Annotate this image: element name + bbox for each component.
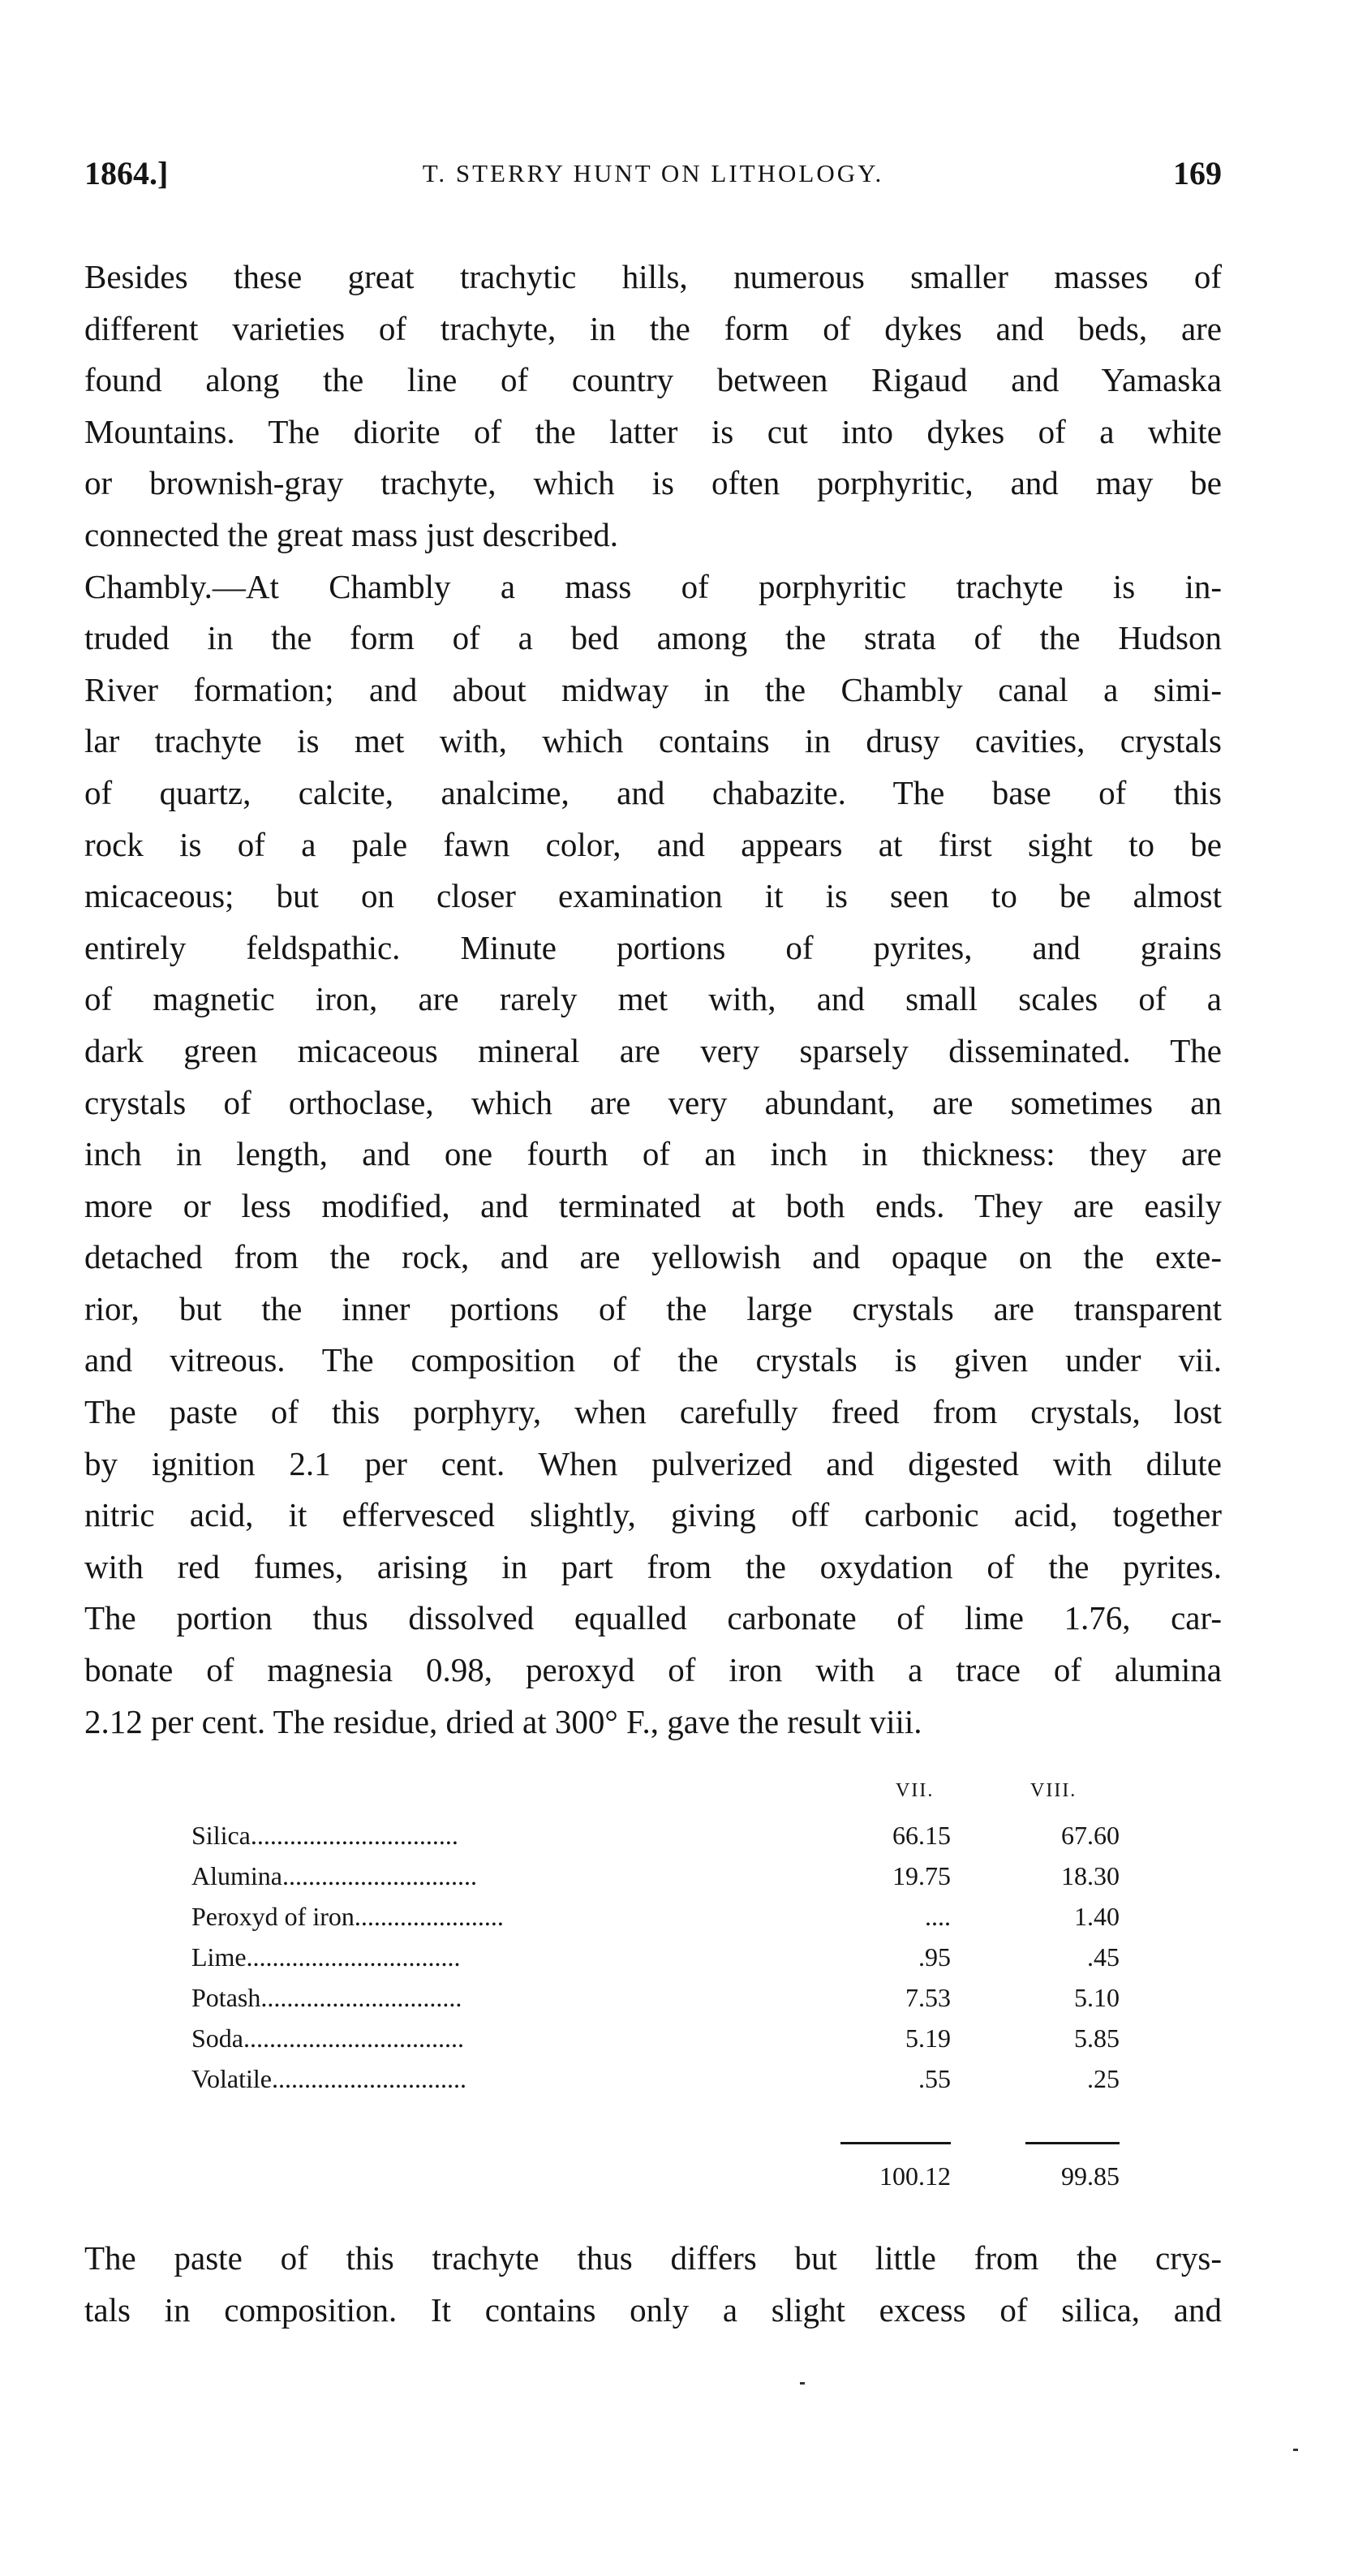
text-line: entirely feldspathic. Minute portions of pyrites, and grains: [84, 928, 1222, 966]
row-label-text: Alumina: [191, 1861, 282, 1891]
text-line: of magnetic iron, are rarely met with, and small scales of a: [84, 980, 1222, 1018]
value-vii: 19.75: [892, 1861, 951, 1891]
text-line: lar trachyte is met with, which contains in drusy cavities, crystals: [84, 722, 1222, 760]
page: [84, 154, 1222, 2336]
text-line: found along the line of country between Rigaud and Yamaska: [84, 361, 1222, 399]
text-line: nitric acid, it effervesced slightly, giving off carbonic acid, together: [84, 1496, 1222, 1534]
leader-dots: .......................: [354, 1902, 504, 1932]
row-label-text: Volatile: [191, 2064, 272, 2094]
column-header-vii: VII.: [896, 1780, 935, 1802]
sum-rule-vii: [840, 2142, 951, 2144]
row-label: [191, 1902, 504, 1932]
stray-mark: [800, 2382, 805, 2385]
text-line: or brownish-gray trachyte, which is often porphyritic, and may be: [84, 464, 1222, 502]
header-year: 1864.]: [84, 155, 169, 191]
value-vii: 7.53: [905, 1983, 951, 2013]
text-line: connected the great mass just described.: [84, 515, 619, 553]
value-vii: .95: [918, 1942, 951, 1972]
text-line: by ignition 2.1 per cent. When pulverized and digested with dilute: [84, 1444, 1222, 1482]
value-viii: .25: [1087, 2064, 1120, 2094]
row-label: [191, 2064, 466, 2094]
text-line: The paste of this porphyry, when carefully freed from crystals, lost: [84, 1393, 1222, 1431]
value-viii: 18.30: [1061, 1861, 1120, 1891]
text-line: more or less modified, and terminated at both ends. They are easily: [84, 1186, 1222, 1224]
value-vii: 66.15: [892, 1821, 951, 1851]
text-line: dark green micaceous mineral are very sparsely disseminated. The: [84, 1031, 1222, 1069]
row-label: [191, 1861, 477, 1891]
text-line: truded in the form of a bed among the strata of the Hudson: [84, 619, 1222, 657]
text-line: 2.12 per cent. The residue, dried at 300° F., gave the result viii.: [84, 1702, 922, 1740]
text-line: of quartz, calcite, analcime, and chabazite. The base of this: [84, 773, 1222, 811]
value-viii: 1.40: [1074, 1902, 1120, 1932]
value-vii: 5.19: [905, 2023, 951, 2053]
header-running-title: T. STERRY HUNT ON LITHOLOGY.: [422, 159, 884, 187]
text-line: The paste of this trachyte thus differs but little from the crys-: [84, 2239, 1222, 2277]
text-line: tals in composition. It contains only a slight excess of silica, and: [84, 2290, 1222, 2329]
stray-mark: [1293, 2449, 1298, 2451]
leader-dots: ................................: [250, 1821, 458, 1851]
value-viii: .45: [1087, 1942, 1120, 1972]
running-header: [84, 154, 1222, 203]
paragraph-1: [84, 252, 1222, 561]
column-header-viii: VIII.: [1030, 1780, 1077, 1802]
row-label: [191, 2023, 464, 2053]
text-line: different varieties of trachyte, in the form of dykes and beds, are: [84, 309, 1222, 347]
paragraph-2: [84, 561, 1222, 1748]
value-viii: 5.85: [1074, 2023, 1120, 2053]
leader-dots: ...............................: [260, 1983, 462, 2013]
text-line: River formation; and about midway in the Chambly canal a simi-: [84, 670, 1222, 708]
paragraph-3: [84, 2233, 1222, 2336]
row-label: [191, 1942, 461, 1972]
text-line: bonate of magnesia 0.98, peroxyd of iron with a trace of alumina: [84, 1651, 1222, 1689]
text-line: rock is of a pale fawn color, and appears at first sight to be: [84, 825, 1222, 863]
text-line: The portion thus dissolved equalled carbonate of lime 1.76, car-: [84, 1599, 1222, 1637]
row-label-text: Potash: [191, 1983, 261, 2013]
leader-dots: ..................................: [243, 2023, 464, 2053]
total-viii: 99.85: [1061, 2161, 1120, 2191]
text-line: micaceous; but on closer examination it is seen to be almost: [84, 877, 1222, 915]
sum-rule-viii: [1025, 2142, 1120, 2144]
text-line: rior, but the inner portions of the large crystals are transparent: [84, 1289, 1222, 1327]
row-label-text: Lime: [191, 1942, 247, 1972]
row-label-text: Silica: [191, 1821, 251, 1851]
leader-dots: .................................: [246, 1942, 461, 1972]
text-line: Chambly.—At Chambly a mass of porphyritic trachyte is in-: [84, 567, 1222, 605]
text-line: detached from the rock, and are yellowish and opaque on the exte-: [84, 1238, 1222, 1276]
row-label-text: Peroxyd of iron: [191, 1902, 355, 1932]
value-vii: .55: [918, 2064, 951, 2094]
text-line: Mountains. The diorite of the latter is cut into dykes of a white: [84, 412, 1222, 450]
text-line: crystals of orthoclase, which are very abundant, are sometimes an: [84, 1083, 1222, 1121]
analysis-table: [84, 1780, 1222, 2218]
text-line: Besides these great trachytic hills, numerous smaller masses of: [84, 258, 1222, 295]
text-line: and vitreous. The composition of the crystals is given under vii.: [84, 1341, 1222, 1379]
leader-dots: ..............................: [282, 1861, 477, 1891]
total-vii: 100.12: [879, 2161, 951, 2191]
text-line: with red fumes, arising in part from the oxydation of the pyrites.: [84, 1547, 1222, 1585]
text-line: inch in length, and one fourth of an inch in thickness: they are: [84, 1135, 1222, 1173]
row-label: [191, 1983, 462, 2013]
body-text: [84, 252, 1222, 1748]
page-number: 169: [1173, 155, 1222, 191]
value-viii: 5.10: [1074, 1983, 1120, 2013]
row-label-text: Soda: [191, 2023, 243, 2053]
value-vii: ....: [925, 1902, 951, 1932]
value-viii: 67.60: [1061, 1821, 1120, 1851]
leader-dots: ..............................: [271, 2064, 466, 2094]
row-label: [191, 1821, 458, 1851]
